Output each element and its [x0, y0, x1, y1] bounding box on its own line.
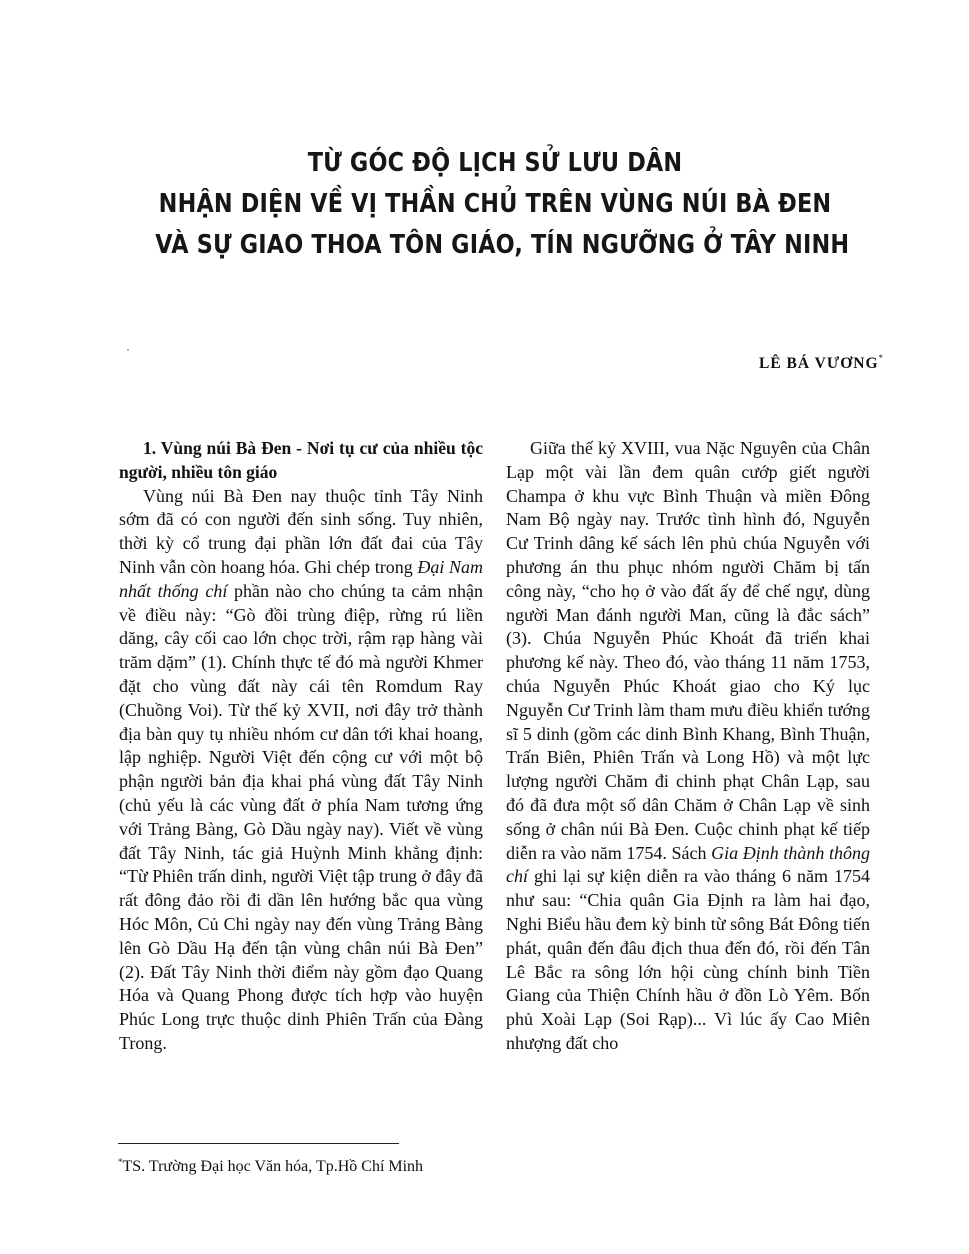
right-text-b: ghi lại sự kiện diễn ra vào tháng 6 năm 1754 như sau: “Chia quân Gia Định ra làm hai đạo, Nghi Biểu hầu đem kỳ binh từ sông Bát Đông tiến phát, quân đến đâu địch thua đến đó, rồi đến Tân Lê Bắc ra sông lớn hội cùng chính binh Tiền Giang của Thiện Chính hầu ở đồn Lò Yêm. Bốn phủ Xoài Lạp (Soi Rạp)... Vì lúc ấy Cao Miên nhượng đất cho	[506, 866, 870, 1053]
title-line-1: TỪ GÓC ĐỘ LỊCH SỬ LƯU DÂN	[307, 148, 683, 178]
left-text-b: phần nào cho chúng ta cảm nhận về điều này: “Gò đồi trùng điệp, rừng rú liền dăng, cây cối cao lớn chọc trời, rậm rạp hàng vài trăm dặm” (1). Chính thực tế đó mà người Khmer đặt cho vùng đất này cái tên Romdum Ray (Chuồng Voi). Từ thế kỷ XVII, nơi đây trở thành địa bàn quy tụ nhiều nhóm cư dân tới khai hoang, lập nghiệp. Người Việt đến cộng cư với một bộ phận người bản địa khai phá vùng đất Tây Ninh (chủ yếu là các vùng đất ở phía Nam tương ứng với Trảng Bàng, Gò Dầu ngày nay). Viết về vùng đất Tây Ninh, tác giả Huỳnh Minh khẳng định: “Từ Phiên trấn dinh, người Việt tập trung ở đây đã rất đông đảo rồi đi dần lên hướng bắc qua vùng Hóc Môn, Củ Chi ngày nay đến vùng Trảng Bàng lên Gò Dầu Hạ đến tận vùng chân núi Bà Đen” (2). Đất Tây Ninh thời điểm này gồm đạo Quang Hóa và Quang Phong được tích hợp vào huyện Phúc Long trực thuộc dinh Phiên Trấn của Đàng Trong.	[119, 580, 483, 1053]
section-heading: 1. Vùng núi Bà Đen - Nơi tụ cư của nhiều tộc người, nhiều tôn giáo	[119, 438, 483, 482]
scan-speck	[127, 349, 129, 351]
left-text-italic: Đại Nam nhất thống chí	[119, 556, 483, 601]
left-column	[119, 437, 483, 1056]
title-line-2: NHẬN DIỆN VỀ VỊ THẦN CHỦ TRÊN VÙNG NÚI BÀ ĐEN	[158, 189, 832, 219]
left-paragraph	[119, 485, 483, 1056]
footnote	[118, 1157, 618, 1176]
title-line-3: VÀ SỰ GIAO THOA TÔN GIÁO, TÍN NGƯỠNG Ở TÂY NINH	[155, 230, 850, 260]
right-text-italic: Gia Định thành thông chí	[506, 842, 870, 887]
footnote-divider	[118, 1143, 399, 1144]
author-byline	[700, 353, 884, 373]
author-footnote-mark: *	[878, 353, 884, 363]
footnote-text: TS. Trường Đại học Văn hóa, Tp.Hồ Chí Minh	[122, 1158, 424, 1175]
left-text-a: Vùng núi Bà Đen nay thuộc tỉnh Tây Ninh sớm đã có con người đến sinh sống. Tuy nhiên, thời kỳ cổ trung đại phần lớn đất đai của Tây Ninh vẫn còn hoang hóa. Ghi chép trong	[119, 485, 483, 577]
right-paragraph	[506, 437, 870, 1056]
right-column	[506, 437, 870, 1056]
right-text-a: Giữa thế kỷ XVIII, vua Nặc Nguyên của Chân Lạp một vài lần đem quân cướp giết người Champa ở khu vực Bình Thuận và miền Đông Nam Bộ ngày nay. Trước tình hình đó, Nguyễn Cư Trinh dâng kế sách lên phủ chúa Nguyễn với phương án thu phục nhóm người Chăm bị tấn công này, “cho họ ở vào đất ấy để chế ngự, dùng người Man đánh người Man, cũng là đắc sách” (3). Chúa Nguyễn Phúc Khoát đã triển khai phương kế này. Theo đó, vào tháng 11 năm 1753, chúa Nguyễn Phúc Khoát giao cho Ký lục Nguyễn Cư Trinh làm tham mưu điều khiển tướng sĩ 5 dinh (gồm các dinh Bình Khang, Bình Thuận, Trấn Biên, Phiên Trấn và Long Hồ) và một lực lượng người Chăm đi chinh phạt Chân Lạp, sau đó đã đưa một số dân Chăm ở Chân Lạp về sinh sống ở chân núi Bà Đen. Cuộc chinh phạt kế tiếp diễn ra vào năm 1754. Sách	[506, 438, 870, 863]
footnote-mark: *	[118, 1157, 123, 1167]
author-name: LÊ BÁ VƯƠNG	[758, 355, 879, 372]
article-title	[155, 143, 850, 266]
